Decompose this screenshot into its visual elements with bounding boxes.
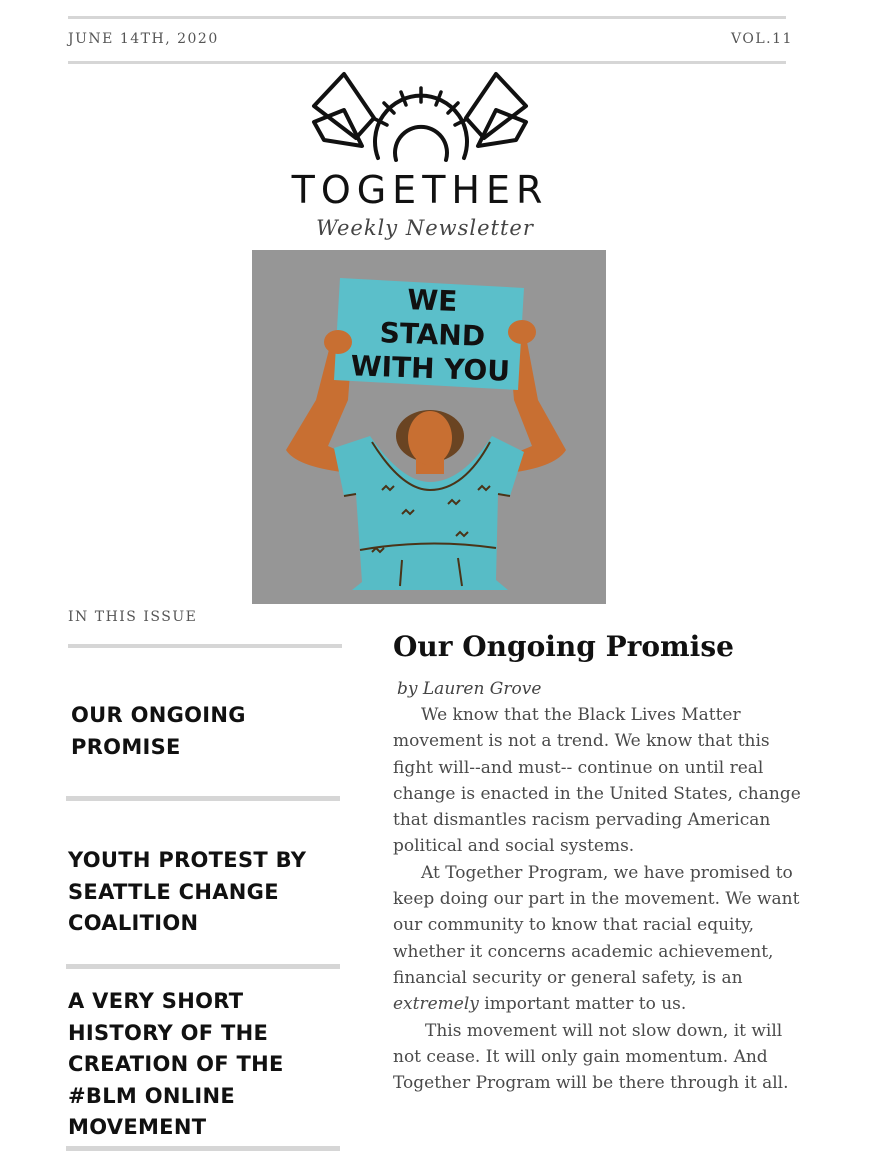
top-rule	[68, 16, 786, 19]
article-title: Our Ongoing Promise	[393, 630, 734, 663]
article-paragraph-1: We know that the Black Lives Matter movement is not a trend. We know that this fight will--and must-- continue on until real change is enacted in the United States, change that dismantles racism pervading American political and social systems.	[393, 705, 801, 857]
protester-illustration	[252, 250, 606, 604]
left-hand	[324, 330, 352, 354]
toc-item-ongoing-promise[interactable]: OUR ONGOING PROMISE	[71, 703, 246, 759]
toc-item-blm-history[interactable]: A VERY SHORT HISTORY OF THE CREATION OF THE #BLM ONLINE MOVEMENT	[68, 989, 284, 1139]
issue-date: JUNE 14TH, 2020	[68, 31, 219, 47]
volume-number: VOL.11	[731, 31, 793, 47]
sun-books-logo-icon	[300, 66, 540, 176]
sign-line-1: WE	[406, 283, 458, 318]
toc-divider-3	[66, 1146, 340, 1151]
face	[408, 411, 452, 465]
newsletter-subtitle: Weekly Newsletter	[316, 216, 534, 240]
newsletter-title: TOGETHER	[291, 168, 549, 212]
sign-line-2: STAND	[379, 316, 486, 353]
article-byline: by Lauren Grove	[397, 679, 542, 699]
in-this-issue-label: IN THIS ISSUE	[68, 609, 198, 625]
sign-line-3: WITH YOU	[350, 349, 511, 388]
hero-illustration	[252, 250, 606, 604]
right-hand	[508, 320, 536, 344]
header-rule	[68, 61, 786, 64]
toc-divider-2	[66, 964, 340, 969]
toc-rule-top	[68, 644, 342, 648]
article-paragraph-2: At Together Program, we have promised to keep doing our part in the movement. We want our community to know that racial equity, whether it concerns academic achievement, financial security or general safety, is an extremely important matter to us.	[393, 862, 800, 1015]
article-body	[393, 702, 813, 1096]
article-paragraph-3: This movement will not slow down, it will not cease. It will only gain momentum. And Together Program will be there through it all.	[393, 1020, 789, 1094]
toc-item-youth-protest[interactable]: YOUTH PROTEST BY SEATTLE CHANGE COALITION	[68, 848, 307, 935]
toc-divider-1	[66, 796, 340, 801]
